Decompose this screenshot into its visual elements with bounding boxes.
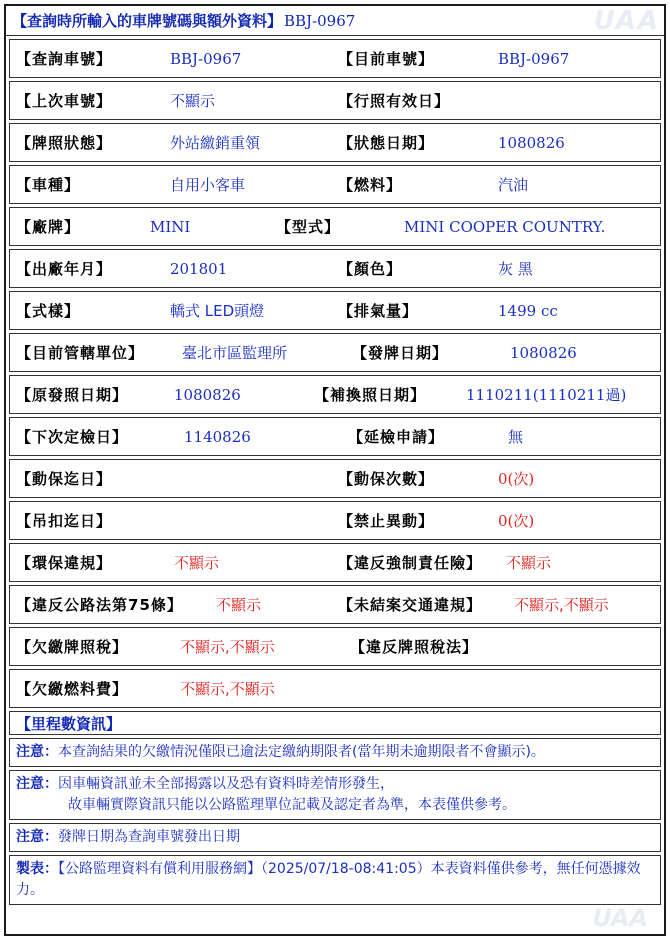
value-plate-status: 外站繳銷重領: [170, 134, 261, 152]
note-disclaimer: [9, 770, 661, 820]
value-license-tax-due: 不顯示,不顯示: [180, 638, 275, 656]
row-body-style: [9, 291, 661, 330]
value-transfer-prohibited: 0(次): [498, 512, 535, 530]
value-reissue-date: 1110211(1110211過): [466, 386, 627, 404]
value-displacement: 1499 cc: [498, 301, 558, 320]
label-lien-end-date: 【動保迄日】: [16, 470, 113, 488]
label-manufacture-date: 【出廠年月】: [16, 260, 113, 278]
label-environmental-violation: 【環保違規】: [16, 554, 113, 572]
mileage-heading: 【里程數資訊】: [9, 711, 661, 735]
row-license-tax-due: [9, 627, 661, 666]
label-color: 【顏色】: [338, 260, 403, 278]
value-highway-act-violation: 不顯示: [216, 596, 262, 614]
footer-note: [9, 855, 661, 905]
label-license-valid-date: 【行照有效日】: [338, 92, 451, 110]
row-suspension-end-date: [9, 501, 661, 540]
query-title-label: 【查詢時所輸入的車牌號碼與額外資料】: [12, 12, 283, 30]
rows: [6, 36, 664, 905]
value-environmental-violation: 不顯示: [174, 554, 220, 572]
label-license-tax-due: 【欠繳牌照稅】: [16, 638, 129, 656]
value-current-plate: BBJ-0967: [498, 49, 570, 68]
label-jurisdiction: 【目前管轄單位】: [16, 344, 145, 362]
row-manufacture-date: [9, 249, 661, 288]
label-transfer-prohibited: 【禁止異動】: [338, 512, 435, 530]
value-inspection-extension: 無: [508, 428, 524, 446]
note-overdue-key: 注意：: [16, 744, 58, 760]
label-query-plate: 【查詢車號】: [16, 50, 113, 68]
row-jurisdiction: [9, 333, 661, 372]
value-fuel: 汽油: [498, 176, 529, 194]
value-model: MINI COOPER COUNTRY.: [404, 217, 606, 236]
value-open-traffic-violation: 不顯示,不顯示: [514, 596, 609, 614]
label-license-tax-violation: 【違反牌照稅法】: [350, 638, 479, 656]
label-highway-act-violation: 【違反公路法第75條】: [16, 596, 183, 614]
value-original-issue-date: 1080826: [174, 385, 241, 404]
row-previous-plate: [9, 81, 661, 120]
note-overdue-text: 本查詢結果的欠繳情況僅限已逾法定繳納期限者(當年期未逾期限者不會顯示)。: [58, 744, 545, 760]
label-previous-plate: 【上次車號】: [16, 92, 113, 110]
note-disclaimer-key: 注意：: [16, 776, 58, 792]
query-title: [6, 6, 664, 36]
label-issue-date: 【發牌日期】: [352, 344, 449, 362]
label-vehicle-type: 【車種】: [16, 176, 81, 194]
note-issue-date-key: 注意：: [16, 829, 58, 845]
label-original-issue-date: 【原發照日期】: [16, 386, 129, 404]
label-reissue-date: 【補換照日期】: [314, 386, 427, 404]
footer-key: 製表：: [16, 861, 58, 877]
note-issue-date-text: 發牌日期為查詢車號發出日期: [58, 829, 240, 845]
row-query-plate: [9, 39, 661, 78]
label-plate-status: 【牌照狀態】: [16, 134, 113, 152]
label-model: 【型式】: [276, 218, 341, 236]
value-jurisdiction: 臺北市區監理所: [182, 344, 288, 362]
label-brand: 【廠牌】: [16, 218, 81, 236]
label-current-plate: 【目前車號】: [338, 50, 435, 68]
query-title-plate: BBJ-0967: [284, 11, 356, 30]
label-insurance-violation: 【違反強制責任險】: [338, 554, 483, 572]
label-next-inspection: 【下次定檢日】: [16, 428, 129, 446]
label-status-date: 【狀態日期】: [338, 134, 435, 152]
value-manufacture-date: 201801: [170, 259, 228, 278]
value-color: 灰 黑: [498, 260, 533, 278]
value-previous-plate: 不顯示: [170, 92, 216, 110]
label-open-traffic-violation: 【未結案交通違規】: [338, 596, 483, 614]
note-disclaimer-line1: 因車輛資訊並未全部揭露以及恐有資料時差情形發生，: [58, 776, 394, 792]
watermark-bottom: UAA: [592, 904, 648, 932]
value-query-plate: BBJ-0967: [170, 49, 242, 68]
value-issue-date: 1080826: [510, 343, 577, 362]
label-displacement: 【排氣量】: [338, 302, 419, 320]
label-inspection-extension: 【延檢申請】: [348, 428, 445, 446]
row-brand: [9, 207, 661, 246]
row-highway-act-violation: [9, 585, 661, 624]
value-lien-count: 0(次): [498, 470, 535, 488]
value-brand: MINI: [150, 217, 191, 236]
label-fuel: 【燃料】: [338, 176, 403, 194]
label-body-style: 【式樣】: [16, 302, 81, 320]
value-status-date: 1080826: [498, 133, 565, 152]
row-environmental-violation: [9, 543, 661, 582]
note-overdue: [9, 738, 661, 767]
value-body-style: 轎式 LED頭燈: [170, 302, 265, 320]
note-disclaimer-line2: 故車輛實際資訊只能以公路監理單位記載及認定者為準，本表僅供參考。: [68, 797, 516, 813]
value-next-inspection: 1140826: [184, 427, 251, 446]
footer-text: 【公路監理資料有償利用服務網】（2025/07/18-08:41:05）本表資料僅供參考，無任何憑據效力。: [16, 861, 641, 898]
value-vehicle-type: 自用小客車: [170, 176, 246, 194]
label-suspension-end-date: 【吊扣迄日】: [16, 512, 113, 530]
row-lien-end-date: [9, 459, 661, 498]
row-vehicle-type: [9, 165, 661, 204]
note-issue-date: [9, 823, 661, 852]
row-original-issue-date: [9, 375, 661, 414]
row-next-inspection: [9, 417, 661, 456]
watermark: UAA: [593, 6, 660, 36]
row-fuel-fee-due: [9, 669, 661, 708]
value-fuel-fee-due: 不顯示,不顯示: [180, 680, 275, 698]
row-plate-status: [9, 123, 661, 162]
report-table: [4, 4, 666, 936]
label-lien-count: 【動保次數】: [338, 470, 435, 488]
value-insurance-violation: 不顯示: [506, 554, 552, 572]
label-fuel-fee-due: 【欠繳燃料費】: [16, 680, 129, 698]
